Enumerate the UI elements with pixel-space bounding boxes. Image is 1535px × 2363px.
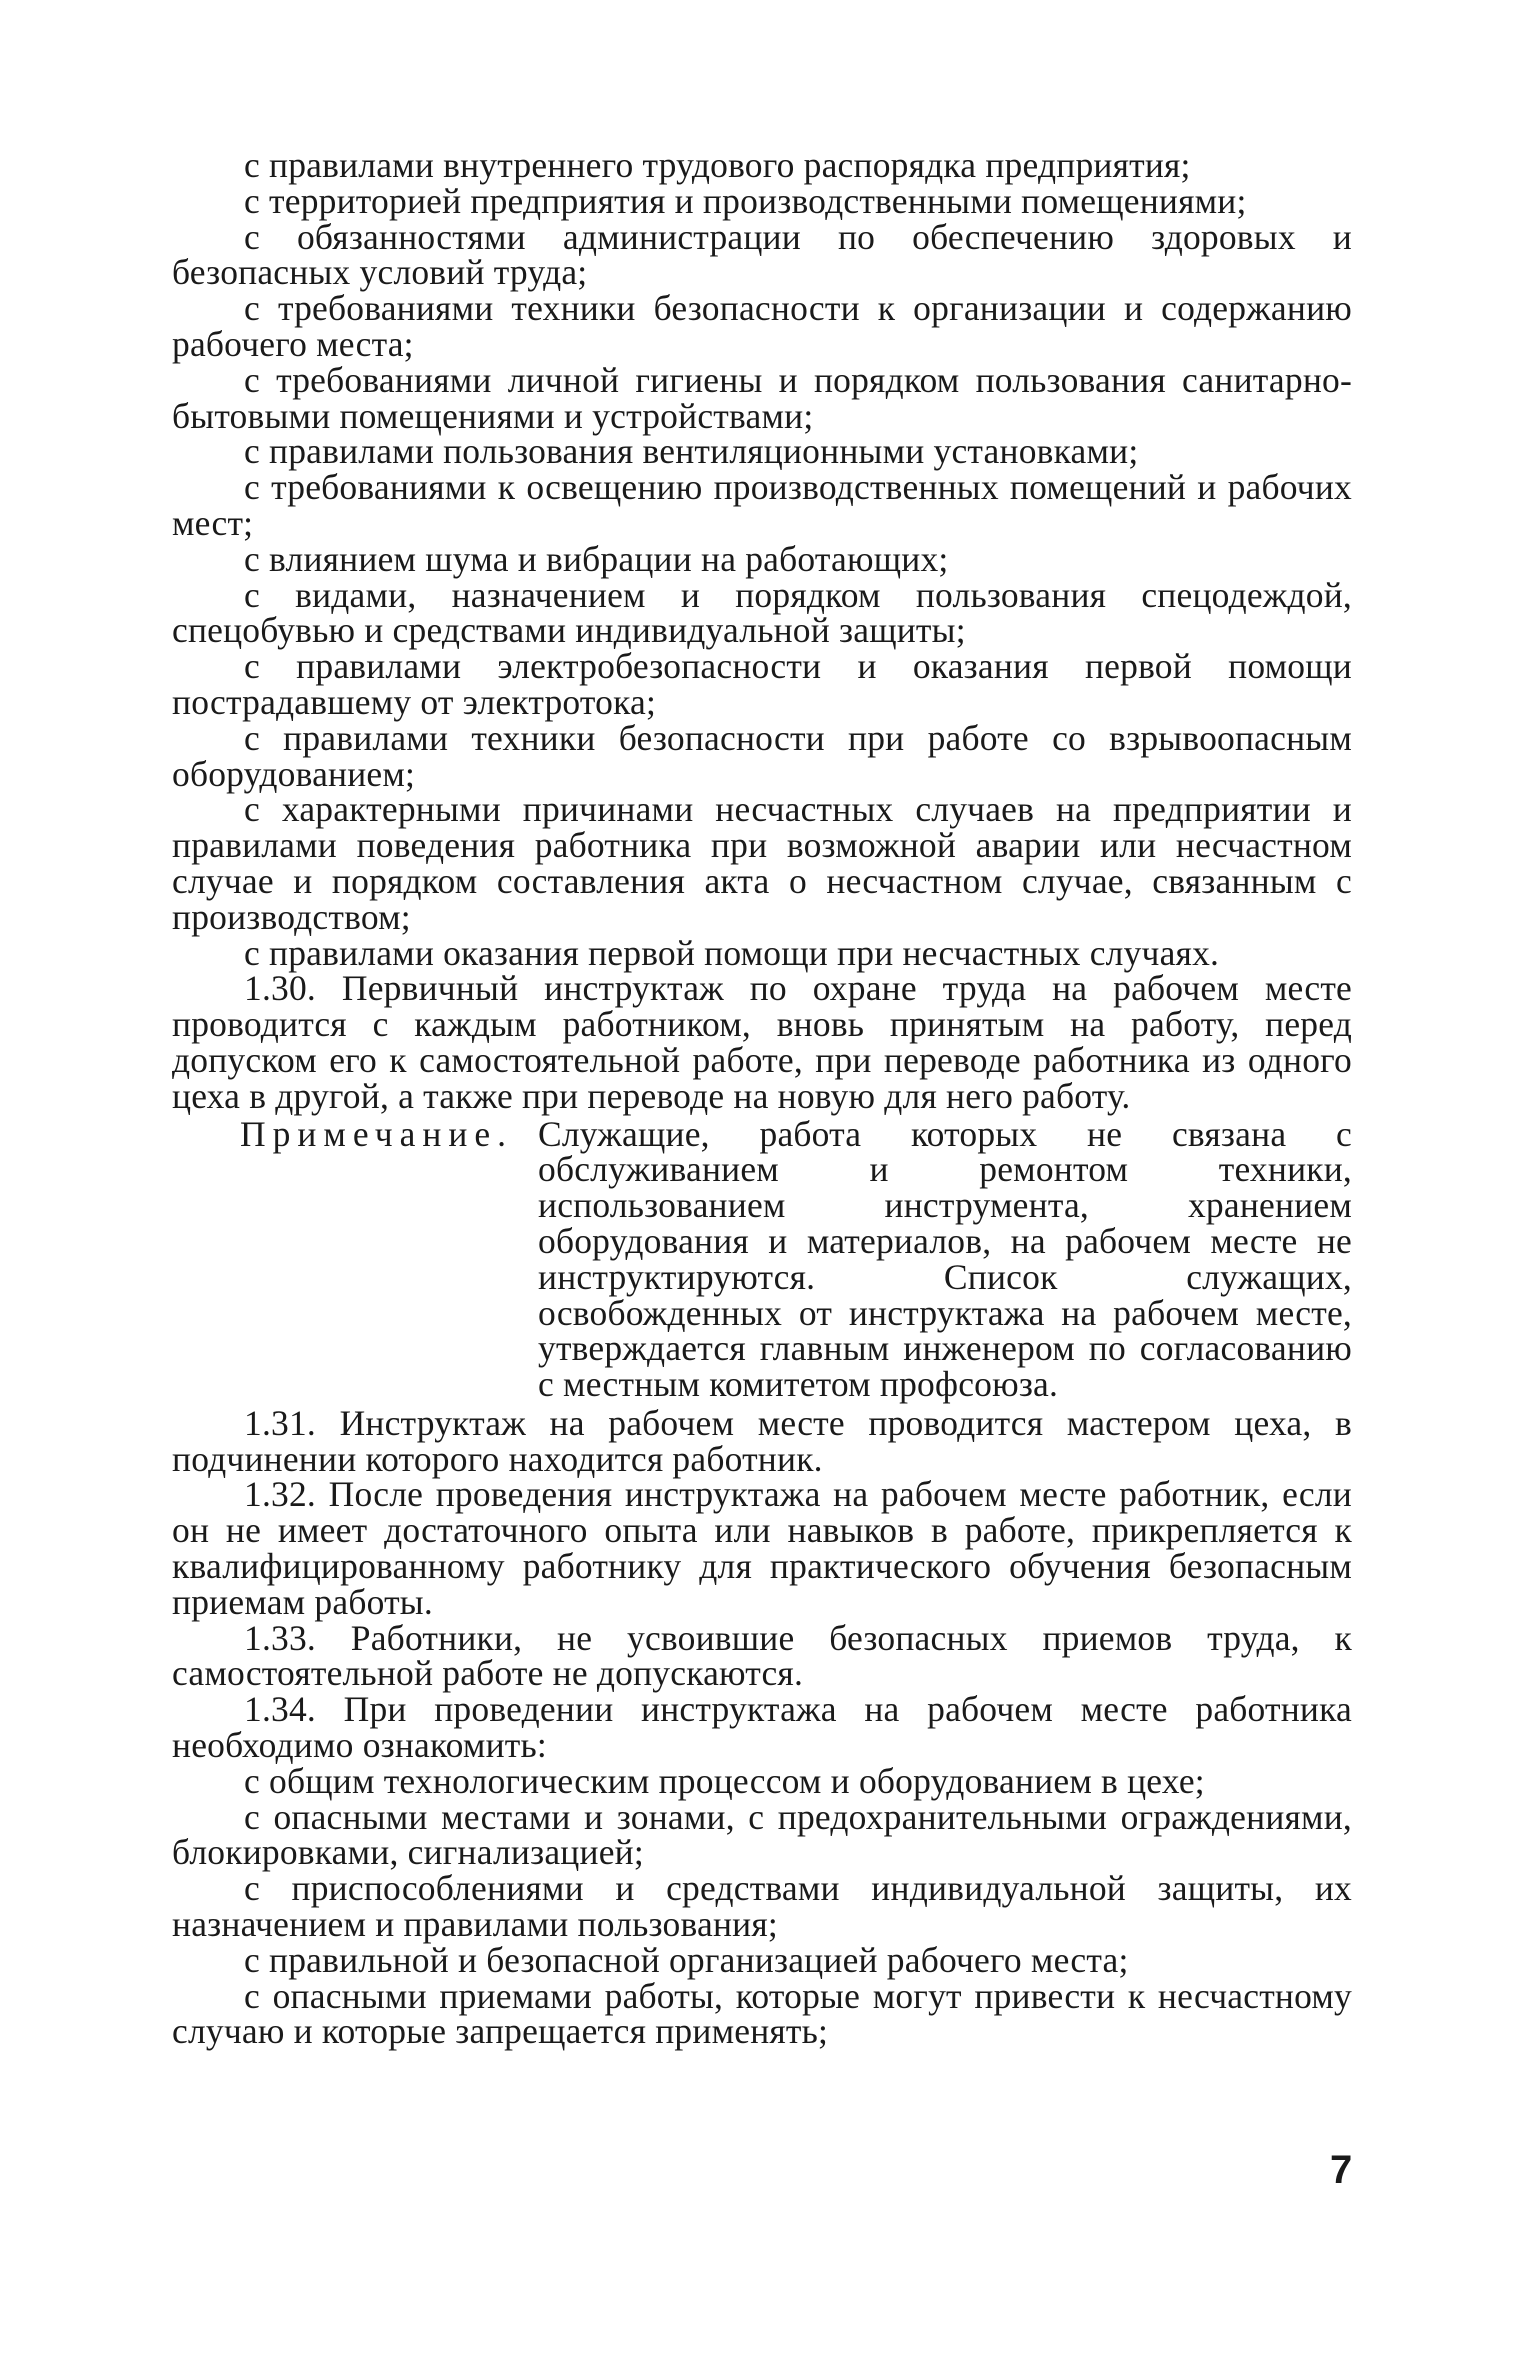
paragraph: с правилами внутреннего трудового распорядка предприятия; — [244, 145, 1191, 185]
paragraph: с требованиями к освещению производственных помещений и рабочих мест; — [172, 467, 1352, 543]
paragraph: с общим технологическим процессом и оборудованием в цехе; — [244, 1760, 1205, 1801]
paragraph: с опасными местами и зонами, с предохранительными ограждениями, блокировками, сигнализацией; — [172, 1796, 1352, 1873]
document-page — [172, 145, 1352, 2052]
paragraph: с влиянием шума и вибрации на работающих; — [244, 538, 949, 579]
paragraph: с правильной и безопасной организацией рабочего места; — [244, 1939, 1129, 1980]
paragraph: с требованиями личной гигиены и порядком пользования санитарно-бытовыми помещениями и устройствами; — [172, 359, 1352, 436]
note-block — [172, 1113, 1352, 1405]
section-1-30: 1.30. Первичный инструктаж по охране труда на рабочем месте проводится с каждым работником, вновь принятым на работу, перед допуском его к самостоятельной работе, при переводе работника из одного цеха в другой, а также при переводе на новую для него работу. — [172, 968, 1352, 1116]
page-number: 7 — [1330, 2148, 1353, 2192]
paragraph: с территорией предприятия и производственными помещениями; — [244, 180, 1247, 221]
paragraph: с приспособлениями и средствами индивидуальной защиты, их назначением и правилами пользования; — [172, 1868, 1352, 1945]
paragraph: с опасными приемами работы, которые могут привести к несчастному случаю и которые запрещается применять; — [172, 1975, 1352, 2052]
paragraph: с правилами оказания первой помощи при несчастных случаях. — [244, 932, 1220, 973]
note-label: Примечание. — [240, 1113, 513, 1154]
paragraph: с правилами техники безопасности при работе со взрывоопасным оборудованием; — [172, 717, 1352, 794]
paragraph: с правилами пользования вентиляционными установками; — [244, 431, 1139, 472]
section-1-31: 1.31. Инструктаж на рабочем месте проводится мастером цеха, в подчинении которого находится работник. — [172, 1402, 1352, 1479]
paragraph: с видами, назначением и порядком пользования спецодеждой, спецобувью и средствами индивидуальной защиты; — [172, 574, 1352, 651]
section-1-32: 1.32. После проведения инструктажа на рабочем месте работник, если он не имеет достаточного опыта или навыков в работе, прикрепляется к квалифицированному работнику для практического обучения безопасным приемам работы. — [172, 1474, 1352, 1622]
section-1-34: 1.34. При проведении инструктажа на рабочем месте работника необходимо ознакомить: — [172, 1689, 1352, 1766]
paragraph: с требованиями техники безопасности к организации и содержанию рабочего места; — [172, 288, 1352, 364]
paragraph: с правилами электробезопасности и оказания первой помощи пострадавшему от электротока; — [172, 646, 1352, 722]
paragraph: с характерными причинами несчастных случаев на предприятии и правилами поведения работника при возможной аварии или несчастном случае и порядком составления акта о несчастном случае, связанным с производством; — [172, 789, 1352, 937]
paragraph: с обязанностями администрации по обеспечению здоровых и безопасных условий труда; — [172, 216, 1352, 293]
section-1-33: 1.33. Работники, не усвоившие безопасных приемов труда, к самостоятельной работе не допускаются. — [172, 1617, 1352, 1694]
note-text: Служащие, работа которых не связана с обслуживанием и ремонтом техники, использованием инструмента, хранением оборудования и материалов, на рабочем месте не инструктируются. Список служащих, освобожденных от инструктажа на рабочем месте, утверждается главным инженером по согласованию с местным комитетом профсоюза. — [538, 1113, 1352, 1405]
